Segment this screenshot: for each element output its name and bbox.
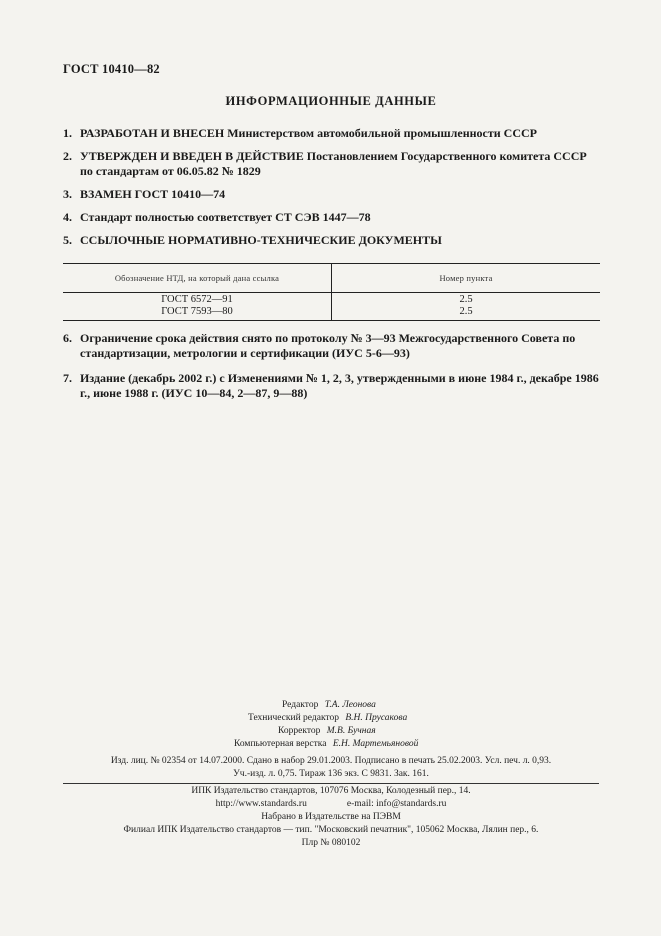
publisher-info [63,785,599,850]
item-number: 4. [63,210,72,224]
publisher-line: Филиал ИПК Издательство стандартов — тип. "Московский печатник", 105062 Москва, Лялин пер., 6. [123,825,539,835]
publication-info [63,755,599,781]
reference-table [63,263,600,321]
item-text: Издание (декабрь 2002 г.) с Изменениями № 1, 2, 3, утвержденными в июне 1984 г., декабре 1986 г., июне 1988 г. (ИУС 10—84, 2—87, 9—88) [80,371,599,400]
item-text: УТВЕРЖДЕН И ВВЕДЕН В ДЕЙСТВИЕ Постановлением Государственного комитета СССР по стандартам от 06.05.82 № 1829 [80,149,587,178]
divider [63,783,599,784]
pubinfo-line: Изд. лиц. № 02354 от 14.07.2000. Сдано в набор 29.01.2003. Подписано в печать 25.02.2003. Усл. печ. л. 0,93. [110,756,552,766]
column-header: Номер пункта [439,273,493,283]
info-items-list-2 [63,331,601,409]
list-item [63,126,601,141]
item-number: 1. [63,126,72,140]
publisher-line: Плр № 080102 [301,838,361,848]
item-text: ВЗАМЕН ГОСТ 10410—74 [80,187,226,201]
list-item [63,331,601,361]
list-item [63,233,601,248]
column-header: Обозначение НТД, на который дана ссылка [63,264,332,292]
list-item [63,371,601,401]
item-number: 7. [63,371,72,385]
credits-block [234,699,468,751]
table-column [332,293,600,320]
publisher-line: ИПК Издательство стандартов, 107076 Москва, Колодезный пер., 14. [191,786,471,796]
publisher-website: http://www.standards.ru [215,799,307,809]
document-code: ГОСТ 10410—82 [63,62,160,76]
publisher-contacts [63,798,599,811]
list-item [63,187,601,202]
item-text: ССЫЛОЧНЫЕ НОРМАТИВНО-ТЕХНИЧЕСКИЕ ДОКУМЕНТЫ [80,233,442,247]
credit-person: Е.Н. Мартемьяновой [332,739,419,749]
table-header-row [63,264,600,293]
credit-line [234,738,468,751]
publisher-email: e-mail: info@standards.ru [346,799,447,809]
credit-person: В.Н. Прусакова [345,713,408,723]
credit-person: М.В. Бучная [326,726,376,736]
table-cell: ГОСТ 7593—80 [161,306,233,317]
publisher-line: Набрано в Издательстве на ПЭВМ [261,812,401,822]
credit-role: Редактор [282,700,319,710]
table-cell: 2.5 [459,306,473,317]
credit-role: Технический редактор [248,713,339,723]
credit-role: Корректор [278,726,321,736]
list-item [63,210,601,225]
credit-line [248,725,468,738]
credit-person: Т.А. Леонова [324,700,376,710]
item-number: 5. [63,233,72,247]
credit-role: Компьютерная верстка [234,739,327,749]
item-text: Ограничение срока действия снято по протоколу № 3—93 Межгосударственного Совета по стандартизации, метрологии и сертификации (ИУС 5-6—93) [80,331,576,360]
item-number: 6. [63,331,72,345]
table-cell: ГОСТ 6572—91 [161,294,233,305]
credit-line [248,712,468,725]
item-text: РАЗРАБОТАН И ВНЕСЕН Министерством автомобильной промышленности СССР [80,126,537,140]
credit-line [248,699,468,712]
pubinfo-line: Уч.-изд. л. 0,75. Тираж 136 экз. С 9831. Зак. 161. [233,769,429,779]
table-body [63,293,600,320]
section-title: ИНФОРМАЦИОННЫЕ ДАННЫЕ [225,94,437,108]
list-item [63,149,601,179]
info-items-list [63,126,601,256]
item-number: 2. [63,149,72,163]
item-text: Стандарт полностью соответствует СТ СЭВ 1447—78 [80,210,371,224]
table-cell: 2.5 [459,294,473,305]
table-column [63,293,332,320]
item-number: 3. [63,187,72,201]
